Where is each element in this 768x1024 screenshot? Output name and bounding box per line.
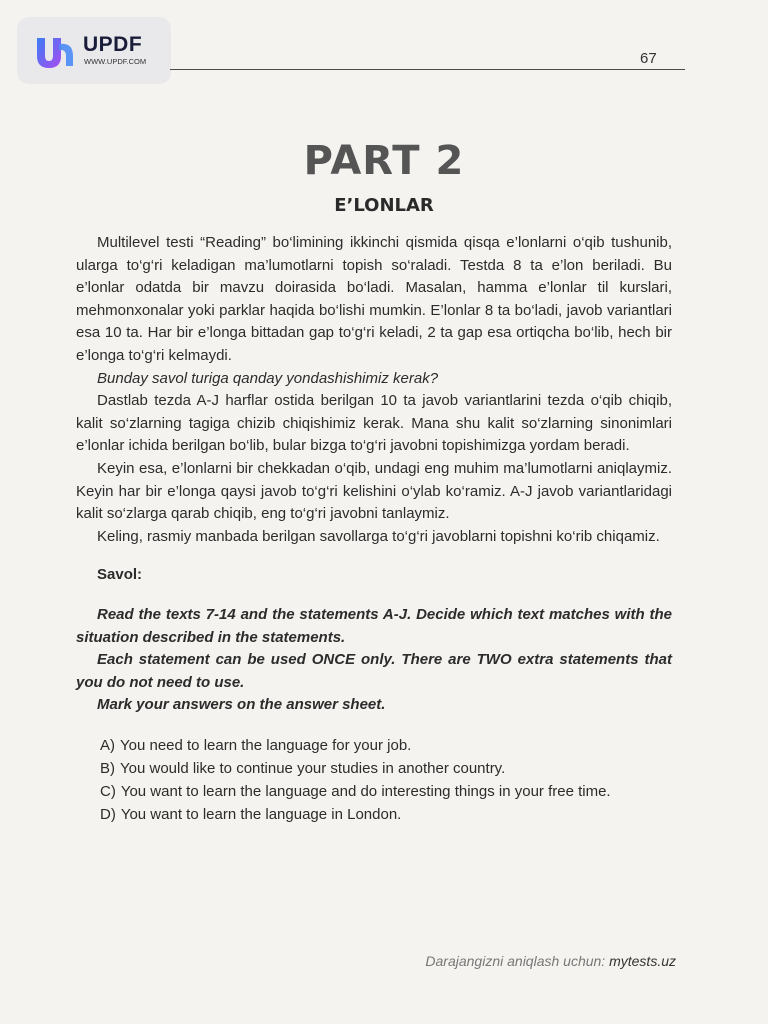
option-letter: A) [100,736,115,754]
page-number: 67 [640,50,657,67]
option-text: You would like to continue your studies in another country. [120,760,506,778]
footer-site: mytests.uz [609,953,676,969]
option-letter: C) [100,783,116,801]
paragraph-question: Bunday savol turiga qanday yondashishimiz kerak? [97,369,439,387]
section-title: E’LONLAR [334,195,434,216]
updf-badge [17,17,171,84]
badge-name: UPDF [83,33,143,56]
option-text: You want to learn the language in London. [120,806,402,824]
option-text: You need to learn the language for your job. [120,736,412,754]
header-rule [170,69,685,70]
badge-url: WWW.UPDF.COM [84,57,147,66]
savol-label: Savol: [97,566,143,584]
instruction-line: Each statement can be used ONCE only. There are TWO extra statements that you do not need to use. [76,651,672,691]
instructions [76,604,672,717]
footer-prefix: Darajangizni aniqlash uchun: [425,953,606,969]
paragraph-closing: Keling, rasmiy manbada berilgan savollarga to‘g‘ri javoblarni topishni ko‘rib chiqamiz. [97,527,660,545]
option-letter: B) [100,760,115,778]
instruction-line: Read the texts 7-14 and the statements A-J. Decide which text matches with the situation described in the statements. [76,605,672,646]
paragraph-intro: Multilevel testi “Reading” bo‘limining ikkinchi qismida qisqa e’lonlarni o‘qib tushunib, ularga to‘g‘ri keladigan ma’lumotlarni topish so‘raladi. Testda 8 ta e’lon beriladi. Bu e’lonlar odatda bir mavzu doirasida bo‘ladi. Masalan, hamma e’lonlar til kurslari, mehmonxonalar yoki parklar haqida bo‘lishi mumkin. E’lonlar 8 ta bo‘ladi, javob variantlari esa 10 ta. Har bir e’longa bittadan gap to‘g‘ri keladi, 2 ta gap esa ortiqcha bo‘lib, hech bir e’longa to‘g‘ri kelmaydi. [76,234,672,364]
option-a [100,735,672,758]
answer-options [76,735,672,827]
body-text [76,232,672,828]
part-title: PART 2 [303,138,465,184]
paragraph-step-2: Keyin esa, e’lonlarni bir chekkadan o‘qib, undagi eng muhim ma’lumotlarni aniqlaymiz. Keyin har bir e’longa qaysi javob to‘g‘ri kelishini o‘ylab ko‘ramiz. A-J javob variantlaridagi kalit so‘zlarga qarab chiqib, eng to‘g‘ri javobni tanlaymiz. [76,459,672,523]
footer [425,953,676,969]
option-c [100,781,672,804]
option-d [100,804,672,827]
paragraph-step-1: Dastlab tezda A-J harflar ostida berilgan 10 ta javob variantlarini tezda o‘qib chiqib, kalit so‘zlarning tagiga chizib chiqishimiz kerak. Mana shu kalit so‘zlarning sinonimlari e’lonlar ichida berilgan bo‘lib, bular bizga to‘g‘ri javobni topishimizga yordam beradi. [76,392,672,455]
option-b [100,758,672,781]
option-letter: D) [100,806,116,824]
option-text: You want to learn the language and do interesting things in your free time. [120,783,611,801]
updf-logo-icon [33,32,77,72]
instruction-line: Mark your answers on the answer sheet. [97,696,386,714]
